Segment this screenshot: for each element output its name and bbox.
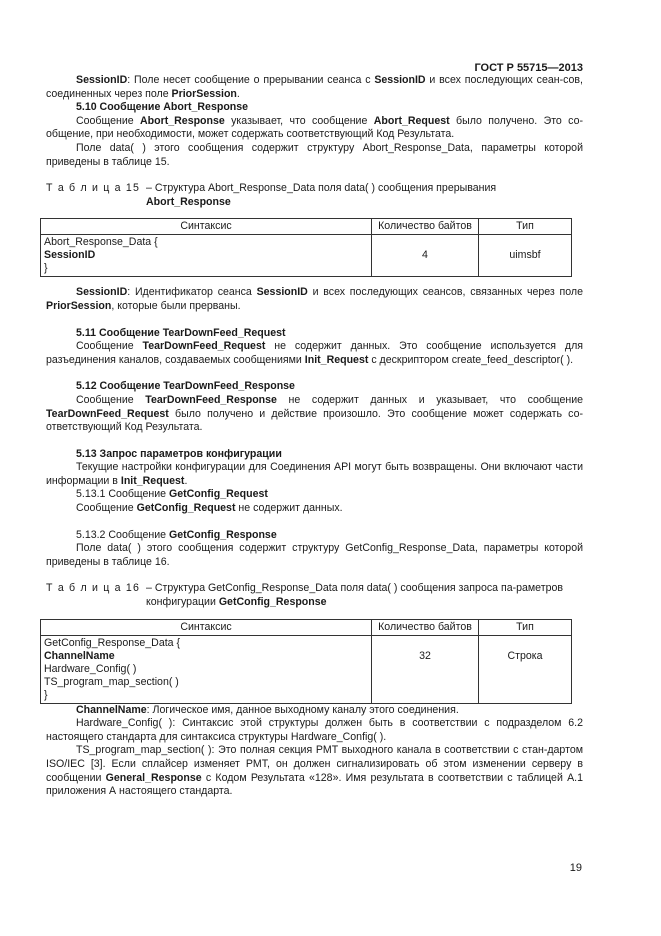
paragraph-sessionid: SessionID: Поле несет сообщение о прерывании сеанса с SessionID и всех последующих сеан-сов, соединенных через поле PriorSession. bbox=[46, 74, 583, 100]
table-15-caption: Т а б л и ц а 15 – Структура Abort_Response_Data поля data( ) сообщения прерывания Abort_Response bbox=[46, 182, 497, 208]
paragraph-teardown-response: Сообщение TearDownFeed_Response не содержит данных и указывает, что сообщение TearDownFeed_Request было получено и действие произошло. Это сообщение может содержать со-ответствующий Код Результата. bbox=[46, 393, 583, 434]
header-type: Тип bbox=[479, 219, 572, 235]
type-cell: Строка bbox=[479, 635, 572, 703]
section-5-10-title: 5.10 Сообщение Abort_Response bbox=[76, 101, 249, 114]
section-5-13-2-title: 5.13.2 Сообщение GetConfig_Response bbox=[76, 528, 277, 541]
paragraph-sessionid-2: SessionID: Идентификатор сеанса SessionID и всех последующих сеансов, связанных через поле PriorSession, которые были прерваны. bbox=[46, 286, 583, 312]
paragraph-channelname: ChannelName: Логическое имя, данное выходному каналу этого соединения. bbox=[76, 703, 459, 716]
section-5-13-1-title: 5.13.1 Сообщение GetConfig_Request bbox=[76, 488, 268, 501]
paragraph-hardware-config: Hardware_Config( ): Синтаксис этой структуры должен быть в соответствии с подразделом 6.2 настоящего стандарта для синтаксиса структуры Hardware_Config( ). bbox=[46, 717, 583, 743]
table-row bbox=[41, 235, 572, 277]
document-body bbox=[46, 74, 583, 799]
paragraph-abort-data: Поле data( ) этого сообщения содержит структуру Abort_Response_Data, параметры которой приведены в таблице 15. bbox=[46, 141, 583, 168]
table-16 bbox=[40, 619, 572, 704]
header-syntax: Синтаксис bbox=[41, 219, 372, 235]
table-row bbox=[41, 635, 572, 703]
section-5-12-title: 5.12 Сообщение TearDownFeed_Response bbox=[76, 380, 295, 393]
paragraph-getconfig-data: Поле data( ) этого сообщения содержит структуру GetConfig_Response_Data, параметры которой приведены в таблице 16. bbox=[46, 542, 583, 568]
header-syntax: Синтаксис bbox=[41, 619, 372, 635]
paragraph-config: Текущие настройки конфигурации для Соединения API могут быть возвращены. Они включают части информации в Init_Request. bbox=[46, 461, 583, 487]
standard-header: ГОСТ Р 55715—2013 bbox=[474, 62, 583, 74]
section-5-13-title: 5.13 Запрос параметров конфигурации bbox=[76, 447, 282, 460]
paragraph-ts-program-map: TS_program_map_section( ): Это полная секция PMT выходного канала в соответствии с стан-дартом ISO/IEC [3]. Если сплайсер изменяет PMT, он должен сигнализировать об этом изменении серверу в сообщении General_Response с Кодом Результата «128». Имя результата в соответствии с таблицей А.1 приложения А настоящего стандарта. bbox=[46, 744, 583, 798]
section-5-11-title: 5.11 Сообщение TearDownFeed_Request bbox=[76, 326, 286, 339]
syntax-cell: Abort_Response_Data { SessionID } bbox=[41, 235, 372, 277]
paragraph-getconfig-request: Сообщение GetConfig_Request не содержит данных. bbox=[76, 502, 343, 515]
header-count: Количество байтов bbox=[372, 619, 479, 635]
count-cell: 32 bbox=[372, 635, 479, 703]
header-count: Количество байтов bbox=[372, 219, 479, 235]
page-number: 19 bbox=[569, 862, 582, 874]
table-16-caption: Т а б л и ц а 16 – Структура GetConfig_Response_Data поля data( ) сообщения запроса па-раметров конфигурации GetConfig_Response bbox=[46, 582, 563, 609]
table-15 bbox=[40, 218, 572, 277]
count-cell: 4 bbox=[372, 235, 479, 277]
paragraph-abort-response: Сообщение Abort_Response указывает, что сообщение Abort_Request было получено. Это со-общение, при необходимости, может содержать соответствующий Код Результата. bbox=[46, 114, 584, 141]
table-header-row bbox=[41, 219, 572, 235]
paragraph-teardown-request: Сообщение TearDownFeed_Request не содержит данных. Это сообщение используется для разъединения каналов, создаваемых сообщениями Init_Request с дескриптором create_feed_descriptor( ). bbox=[46, 340, 584, 366]
syntax-cell: GetConfig_Response_Data { ChannelName Hardware_Config( ) TS_program_map_section( ) } bbox=[41, 635, 372, 703]
table-header-row bbox=[41, 619, 572, 635]
header-type: Тип bbox=[479, 619, 572, 635]
type-cell: uimsbf bbox=[479, 235, 572, 277]
